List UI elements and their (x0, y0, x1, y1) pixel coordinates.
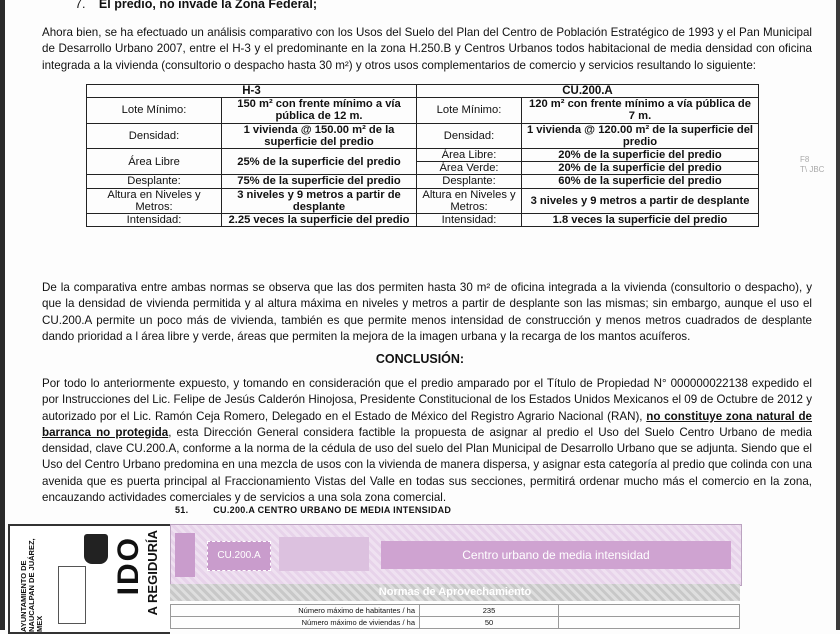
zone-name: Centro urbano de media intensidad (381, 541, 731, 569)
zone-norms-label: Normas de Aprovechamiento (170, 584, 740, 601)
left-value: 75% de la superficie del predio (222, 175, 417, 188)
left-label: Densidad: (87, 123, 222, 148)
right-label: Densidad: (417, 123, 522, 148)
right-label: Desplante: (417, 175, 522, 188)
zone-code: CU.200.A (207, 541, 271, 571)
stamp-box (58, 566, 86, 624)
table-row (171, 617, 740, 629)
paragraph-conclusion (42, 376, 812, 506)
conclusion-emphasis: no constituye zona natural de barranca no protegida (42, 409, 813, 439)
left-value: 3 niveles y 9 metros a partir de desplante (222, 188, 417, 213)
comparison-header-row (87, 85, 759, 98)
conclusion-text-c: , esta Dirección General considera factible la propuesta de asignar al predio el Uso del Suelo Centro Urbano de media densidad, clave CU.200.A, conforme a la norma de la cédula de uso del suelo del Plan Municipal de Desarrollo Urbano que se adjunta. Siendo que el Uso del Centro Urbano predomina en una mezcla de usos con la vivienda de manera dispersa, y asignar esta categoría al predio que colinda con una avenida que es puerta principal al Fraccionamiento Vistas del Valle en todas sus secciones, permitirá ordenar mucho más el comercio en la zona, encauzando actividades comerciales y de servicios a una sola zona comercial. (42, 425, 812, 505)
stamp-vertical-text: AYUNTAMIENTO DE NAUCALPAN DE JUÁREZ, MEX (19, 538, 44, 632)
right-label: Altura en Niveles y Metros: (417, 188, 522, 213)
norm-value: 235 (420, 605, 559, 617)
left-label: Altura en Niveles y Metros: (87, 188, 222, 213)
official-stamp (8, 524, 170, 634)
stamp-vertical-text-2 (36, 546, 46, 632)
left-value: 1 vivienda @ 150.00 m² de la superficie del predio (222, 123, 417, 148)
norm-label: Número máximo de viviendas / ha (171, 617, 420, 629)
right-value: 120 m² con frente mínimo a vía pública de 7 m. (522, 98, 759, 123)
table-row (87, 188, 759, 213)
table-row (87, 175, 759, 188)
item-7 (75, 0, 317, 11)
section-number: 51. (175, 505, 189, 515)
norm-empty (559, 617, 740, 629)
paragraph-comparison: De la comparativa entre ambas normas se observa que las dos permiten hasta 30 m² de oficina integrada a la vivienda (consultorio o despacho), y que la densidad de vivienda permitida y al altura máxima en niveles y metros a partir de desplante son las mismas; sin embargo, aunque el uso el CU.200.A permite un poco más de vivienda, también es que permite menos intensidad de construcción y menos metros cuadrados de desplante dando prioridad a l área libre y verde, áreas que permiten la mejora de la imagen urbana y la recarga de los mantos acuíferos. (42, 281, 812, 343)
scan-border-right (836, 0, 840, 630)
zone-color-block (279, 537, 369, 571)
h3-header: H-3 (87, 85, 417, 98)
left-label: Lote Mínimo: (87, 98, 222, 123)
seal-icon (84, 534, 108, 564)
margin-marks: F8 T\ JBC (800, 155, 825, 174)
left-value: 25% de la superficie del predio (222, 149, 417, 175)
right-value: 1.8 veces la superficie del predio (522, 214, 759, 227)
right-value: 20% de la superficie del predio (522, 162, 759, 175)
norm-value: 50 (420, 617, 559, 629)
right-label: Área Libre: (417, 149, 522, 162)
table-row (87, 123, 759, 148)
scan-border-left (0, 0, 5, 630)
right-label: Lote Mínimo: (417, 98, 522, 123)
section-51-heading (175, 505, 451, 515)
left-label: Desplante: (87, 175, 222, 188)
zone-card-banner (170, 524, 742, 586)
norm-empty (559, 605, 740, 617)
zone-card (170, 524, 740, 630)
left-label: Intensidad: (87, 214, 222, 227)
zone-side-block (175, 533, 195, 577)
table-row (171, 605, 740, 617)
left-label: Área Libre (87, 149, 222, 175)
paragraph-analysis: Ahora bien, se ha efectuado un análisis comparativo con los Usos del Suelo del Plan del Centro de Población Estratégico de 1993 y el Pan Municipal de Desarrollo Urbano 2007, entre el H-3 y el predominante en la zona H.250.B y Centros Urbanos todos habitacional de media densidad con oficina integrada a la vivienda (consultorio o despacho hasta 30 m²) y otros usos complementarios de comercio y servicios resultando lo siguiente: (42, 26, 812, 72)
left-value: 2.25 veces la superficie del predio (222, 214, 417, 227)
comparison-table (86, 84, 759, 227)
table-row (87, 214, 759, 227)
right-value: 60% de la superficie del predio (522, 175, 759, 188)
right-label: Área Verde: (417, 162, 522, 175)
conclusion-text-a: Por todo lo anteriormente expuesto, y tomando en consideración que el predio amparado por el Título de Propiedad N° 000000022138 expedido el por Instrucciones del Lic. Felipe de Jesús Calderón Hinojosa, Presidente Constitucional de los Estados Unidos Mexicanos el 09 de Octubre de 2012 y autorizado por el Lic. Ramón Ceja Romero, Delegado en el Estado de México del Registro Agrario Nacional (RAN), (42, 377, 812, 423)
right-value: 1 vivienda @ 120.00 m² de la superficie del predio (522, 123, 759, 148)
right-value: 20% de la superficie del predio (522, 149, 759, 162)
left-value: 150 m² con frente mínimo a vía pública de 12 m. (222, 98, 417, 123)
cu200a-header: CU.200.A (417, 85, 759, 98)
right-value: 3 niveles y 9 metros a partir de desplante (522, 188, 759, 213)
item-7-text: El predio, no invade la Zona Federal; (98, 0, 318, 11)
norm-label: Número máximo de habitantes / ha (171, 605, 420, 617)
item-7-number: 7. (75, 0, 86, 11)
stamp-regiduria-text: A REGIDURÍA (145, 530, 160, 616)
table-row (87, 149, 759, 162)
conclusion-heading: CONCLUSIÓN: (375, 352, 465, 366)
zone-norms-table (170, 604, 740, 629)
right-label: Intensidad: (417, 214, 522, 227)
section-title: CU.200.A CENTRO URBANO DE MEDIA INTENSIDAD (213, 505, 452, 515)
stamp-big-text: IDO (112, 536, 145, 596)
